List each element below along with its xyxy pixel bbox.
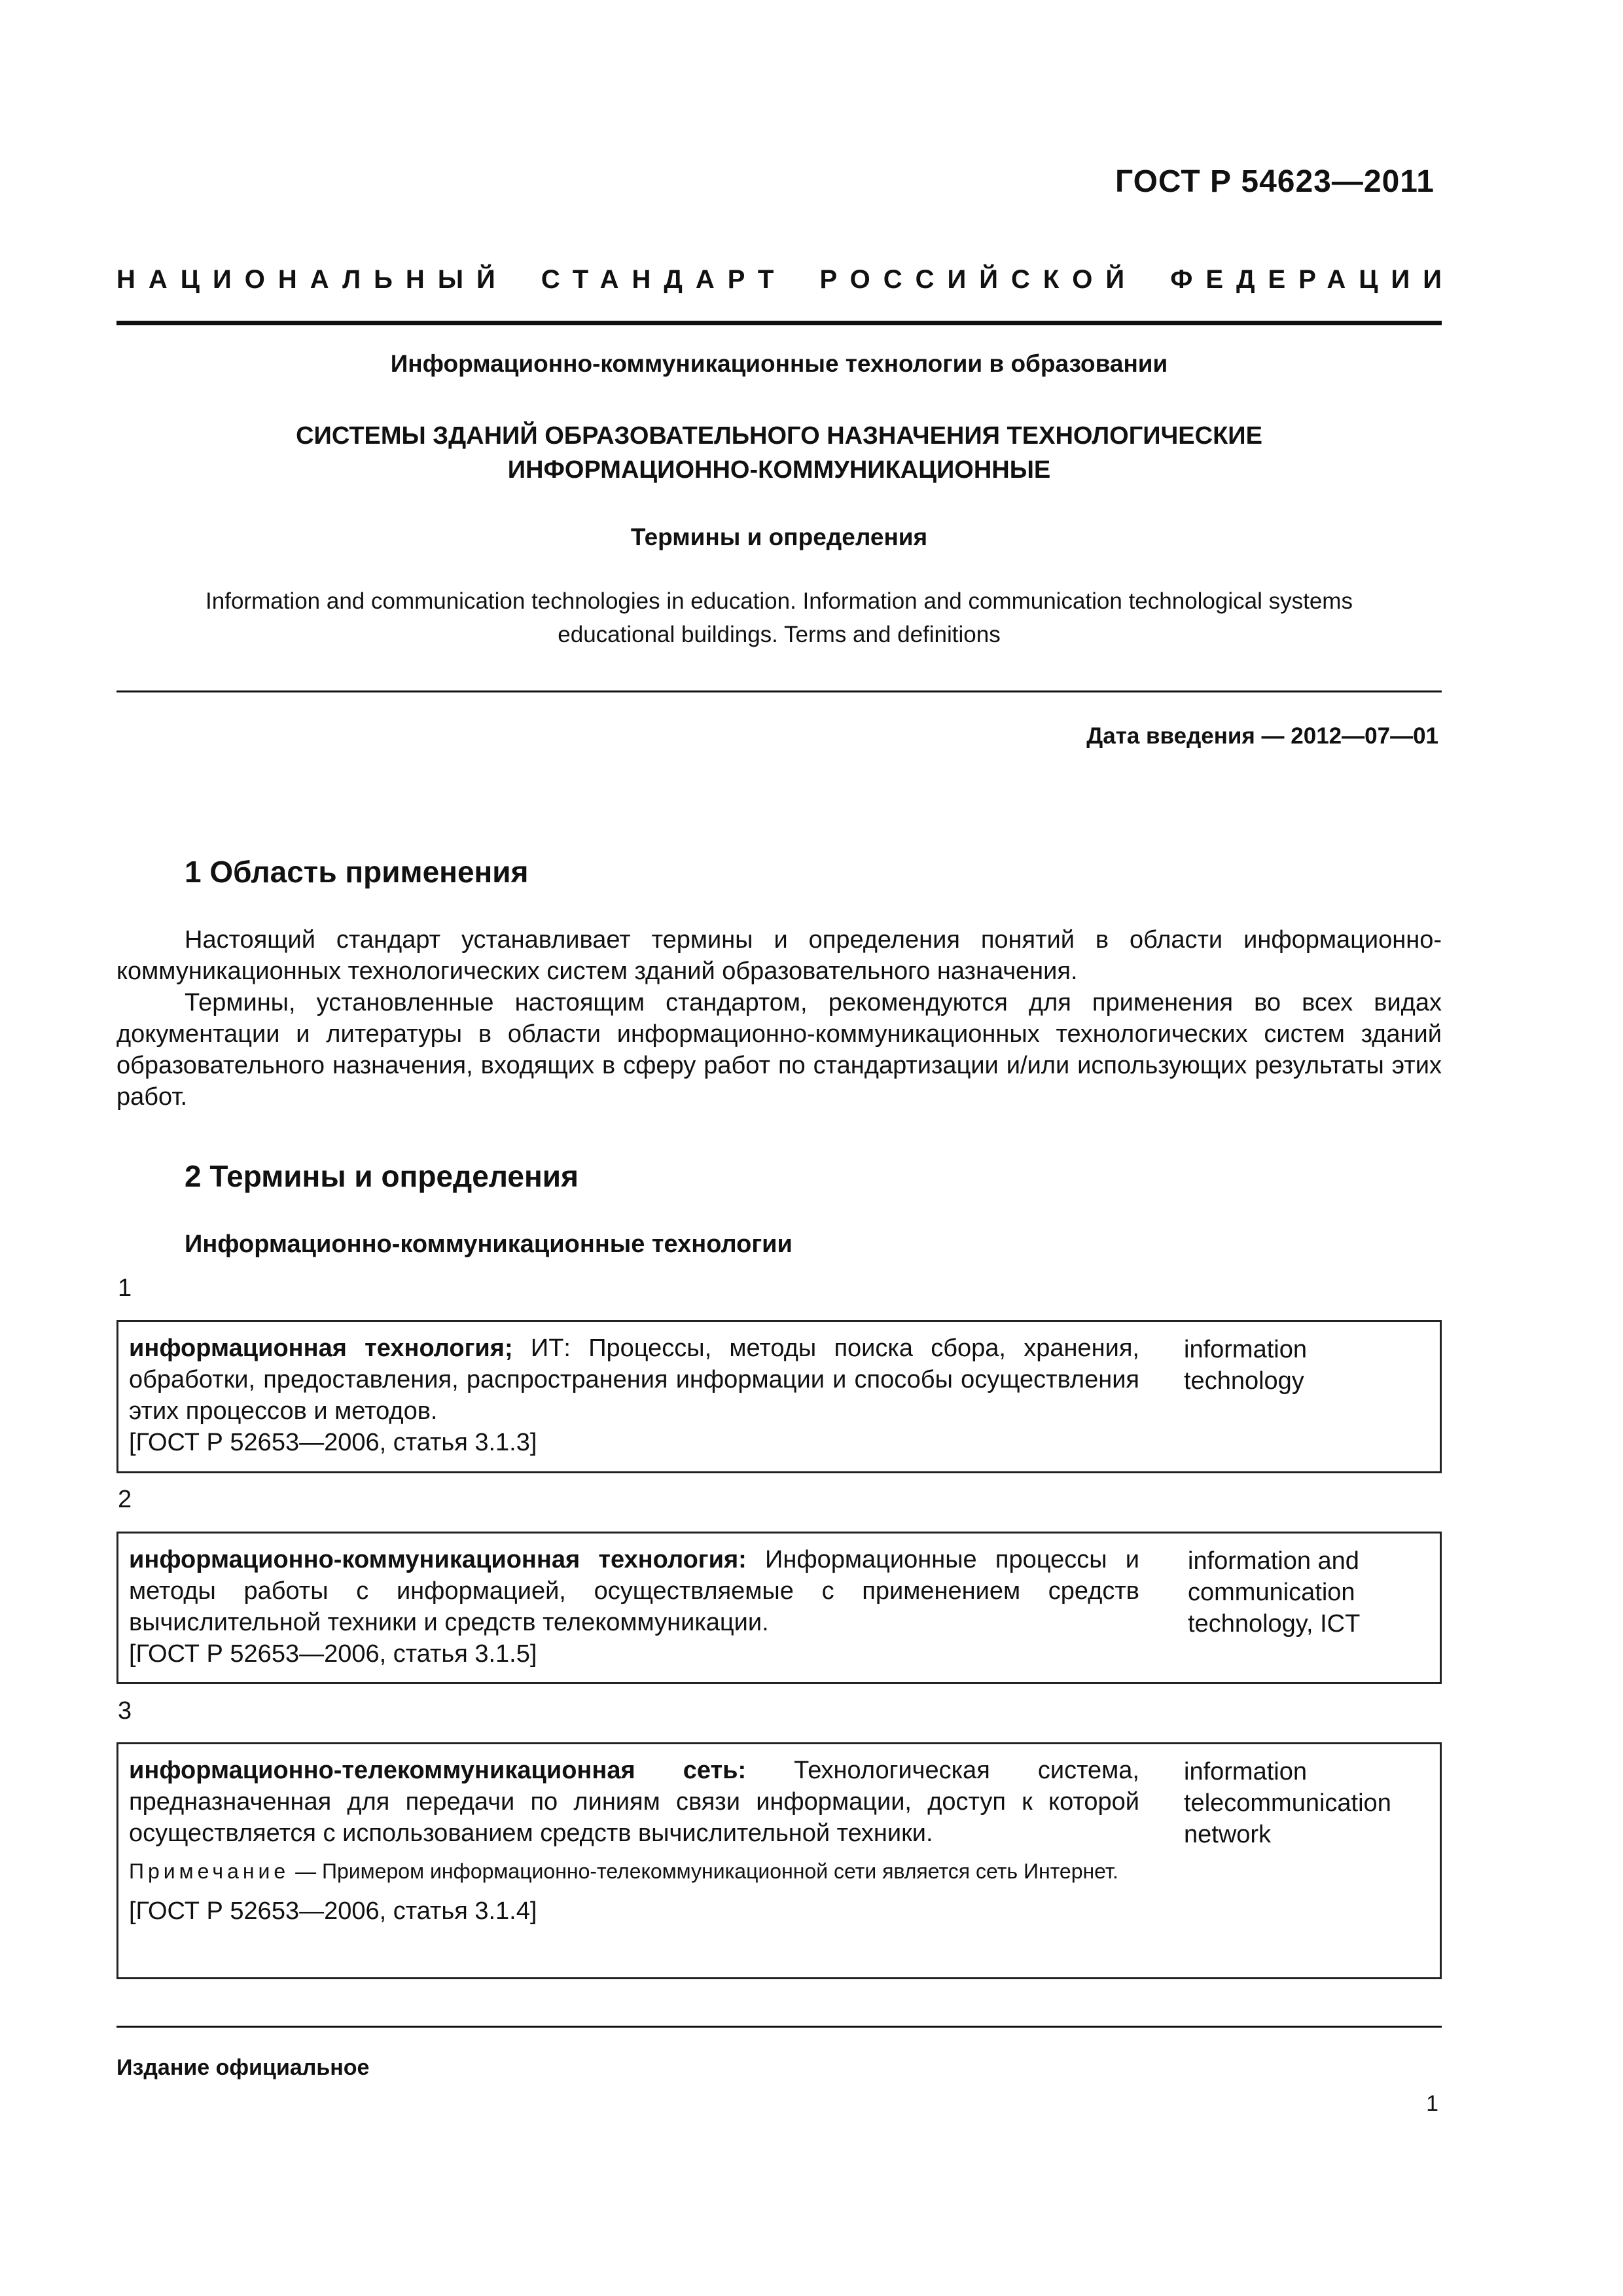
term-entry (116, 1320, 1442, 1473)
term-name: информационная технология; (129, 1335, 513, 1362)
national-title-word: СТАНДАРТ (541, 265, 787, 294)
national-standard-title (116, 265, 1455, 295)
english-title-line: Information and communication technologies in education. Information and communication technological systems (205, 588, 1353, 614)
term-reference: [ГОСТ Р 52653—2006, статья 3.1.5] (129, 1640, 537, 1668)
term-number: 2 (118, 1486, 132, 1513)
term-name: информационно-коммуникационная технология: (129, 1546, 747, 1573)
term-note (129, 1858, 1139, 1885)
term-group-heading: Информационно-коммуникационные технологии (185, 1230, 793, 1258)
english-title-line: educational buildings. Terms and definitions (558, 622, 1001, 647)
section-heading: 1 Область применения (185, 855, 529, 889)
term-number: 1 (118, 1274, 132, 1302)
term-english: information and communication technology, ICT (1188, 1547, 1361, 1638)
term-definition (118, 1534, 1139, 1682)
subtitle: Термины и определения (630, 524, 928, 550)
note-label: Примечание (129, 1859, 290, 1883)
section-heading: 2 Термины и определения (185, 1159, 579, 1193)
term-name: информационно-телекоммуникационная сеть: (129, 1757, 747, 1784)
title-divider (116, 691, 1442, 692)
series-title: Информационно-коммуникационные технологии в образовании (390, 350, 1168, 377)
page-number: 1 (1426, 2091, 1438, 2116)
national-title-word: ФЕДЕРАЦИИ (1170, 265, 1455, 294)
section-paragraph: Настоящий стандарт устанавливает термины и определения понятий в области информационно-коммуникационных технологических систем зданий образовательного назначения. (116, 926, 1442, 985)
term-reference: [ГОСТ Р 52653—2006, статья 3.1.3] (129, 1429, 537, 1456)
main-title-line: СИСТЕМЫ ЗДАНИЙ ОБРАЗОВАТЕЛЬНОГО НАЗНАЧЕНИЯ ТЕХНОЛОГИЧЕСКИЕ (296, 422, 1262, 450)
term-definition (118, 1322, 1139, 1471)
term-english: information technology (1184, 1336, 1307, 1395)
main-title-line: ИНФОРМАЦИОННО-КОММУНИКАЦИОННЫЕ (507, 456, 1051, 484)
national-title-word: РОССИЙСКОЙ (819, 265, 1138, 294)
official-edition-label: Издание официальное (116, 2055, 370, 2080)
national-title-word: НАЦИОНАЛЬНЫЙ (116, 265, 508, 294)
term-entry (116, 1532, 1442, 1684)
section-paragraph: Термины, установленные настоящим стандартом, рекомендуются для применения во всех видах документации и литературы в области информационно-коммуникационных технологических систем зданий образовательного назначения, входящих в сферу работ по стандартизации и/или использующих результаты этих работ. (116, 989, 1442, 1111)
term-definition (118, 1744, 1139, 1977)
term-definition-text: Информационные процессы и методы работы с информацией, осуществляемые с применением средств вычислительной техники и средств телекоммуникации. (129, 1546, 1139, 1636)
term-english: information telecommunication network (1184, 1758, 1391, 1848)
english-title (116, 584, 1442, 651)
footer-divider (116, 2026, 1442, 2028)
term-definition-text: ИТ: Процессы, методы поиска сбора, хранения, обработки, предоставления, распространения информации и способы осуществления этих процессов и методов. (129, 1335, 1139, 1425)
main-title (116, 419, 1442, 487)
term-reference: [ГОСТ Р 52653—2006, статья 3.1.4] (129, 1897, 537, 1925)
term-number: 3 (118, 1697, 132, 1725)
note-text: — Примером информационно-телекоммуникационной сети является сеть Интернет. (289, 1859, 1118, 1883)
header-divider (116, 321, 1442, 325)
document-number: ГОСТ Р 54623—2011 (1115, 164, 1435, 199)
term-entry (116, 1742, 1442, 1979)
term-definition-text: Технологическая система, предназначенная для передачи по линиям связи информации, доступ к которой осуществляется с использованием средств вычислительной техники. (129, 1757, 1139, 1847)
intro-date: Дата введения — 2012—07—01 (1086, 723, 1438, 749)
